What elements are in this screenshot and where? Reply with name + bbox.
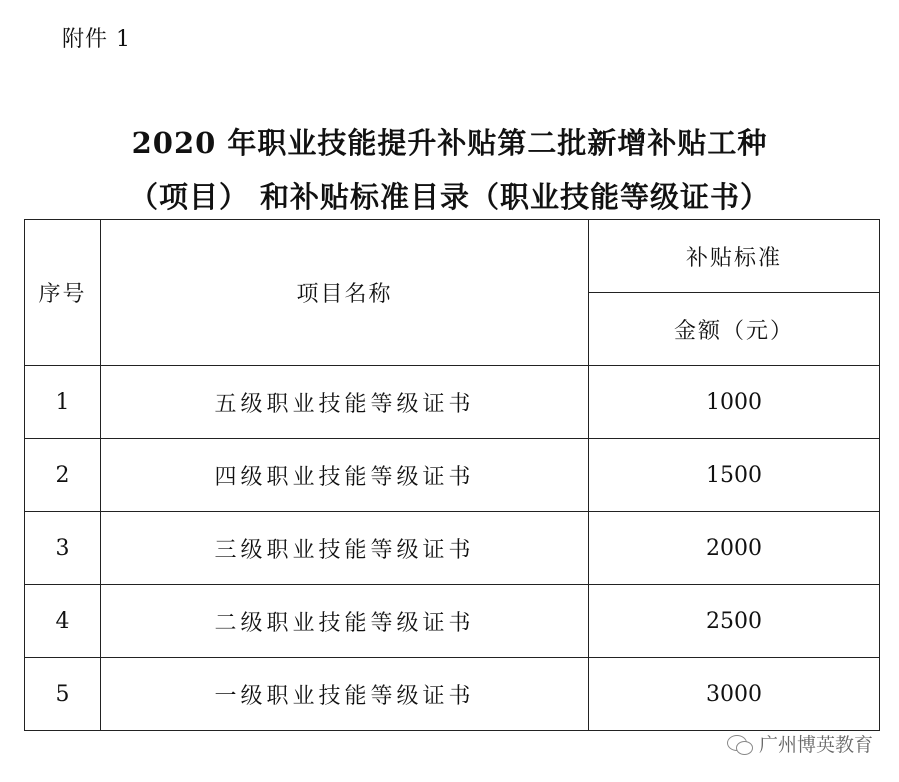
document-title-line-2: （项目） 和补贴标准目录（职业技能等级证书） — [128, 180, 771, 214]
row-index: 4 — [25, 585, 101, 658]
table-row — [25, 512, 880, 585]
table-row — [25, 366, 880, 439]
header-amount: 金额（元） — [589, 293, 880, 366]
header-index: 序号 — [25, 220, 101, 366]
row-project-name: 三级职业技能等级证书 — [101, 512, 589, 585]
watermark-text: 广州博英教育 — [758, 734, 873, 756]
row-amount: 1000 — [589, 366, 880, 439]
subsidy-table — [24, 219, 880, 731]
wechat-icon — [727, 733, 753, 755]
row-index: 2 — [25, 439, 101, 512]
table-row — [25, 585, 880, 658]
table-header-row — [25, 220, 880, 293]
watermark — [727, 730, 873, 757]
document-title-line-1: 2020 年职业技能提升补贴第二批新增补贴工种 — [131, 126, 768, 160]
table-row — [25, 439, 880, 512]
row-amount: 3000 — [589, 658, 880, 731]
row-index: 3 — [25, 512, 101, 585]
row-amount: 1500 — [589, 439, 880, 512]
row-amount: 2000 — [589, 512, 880, 585]
row-project-name: 一级职业技能等级证书 — [101, 658, 589, 731]
attachment-label: 附件 1 — [62, 27, 131, 52]
row-amount: 2500 — [589, 585, 880, 658]
row-index: 1 — [25, 366, 101, 439]
row-project-name: 四级职业技能等级证书 — [101, 439, 589, 512]
table-row — [25, 658, 880, 731]
header-project-name: 项目名称 — [101, 220, 589, 366]
header-subsidy-standard: 补贴标准 — [589, 220, 880, 293]
row-project-name: 五级职业技能等级证书 — [101, 366, 589, 439]
row-project-name: 二级职业技能等级证书 — [101, 585, 589, 658]
row-index: 5 — [25, 658, 101, 731]
